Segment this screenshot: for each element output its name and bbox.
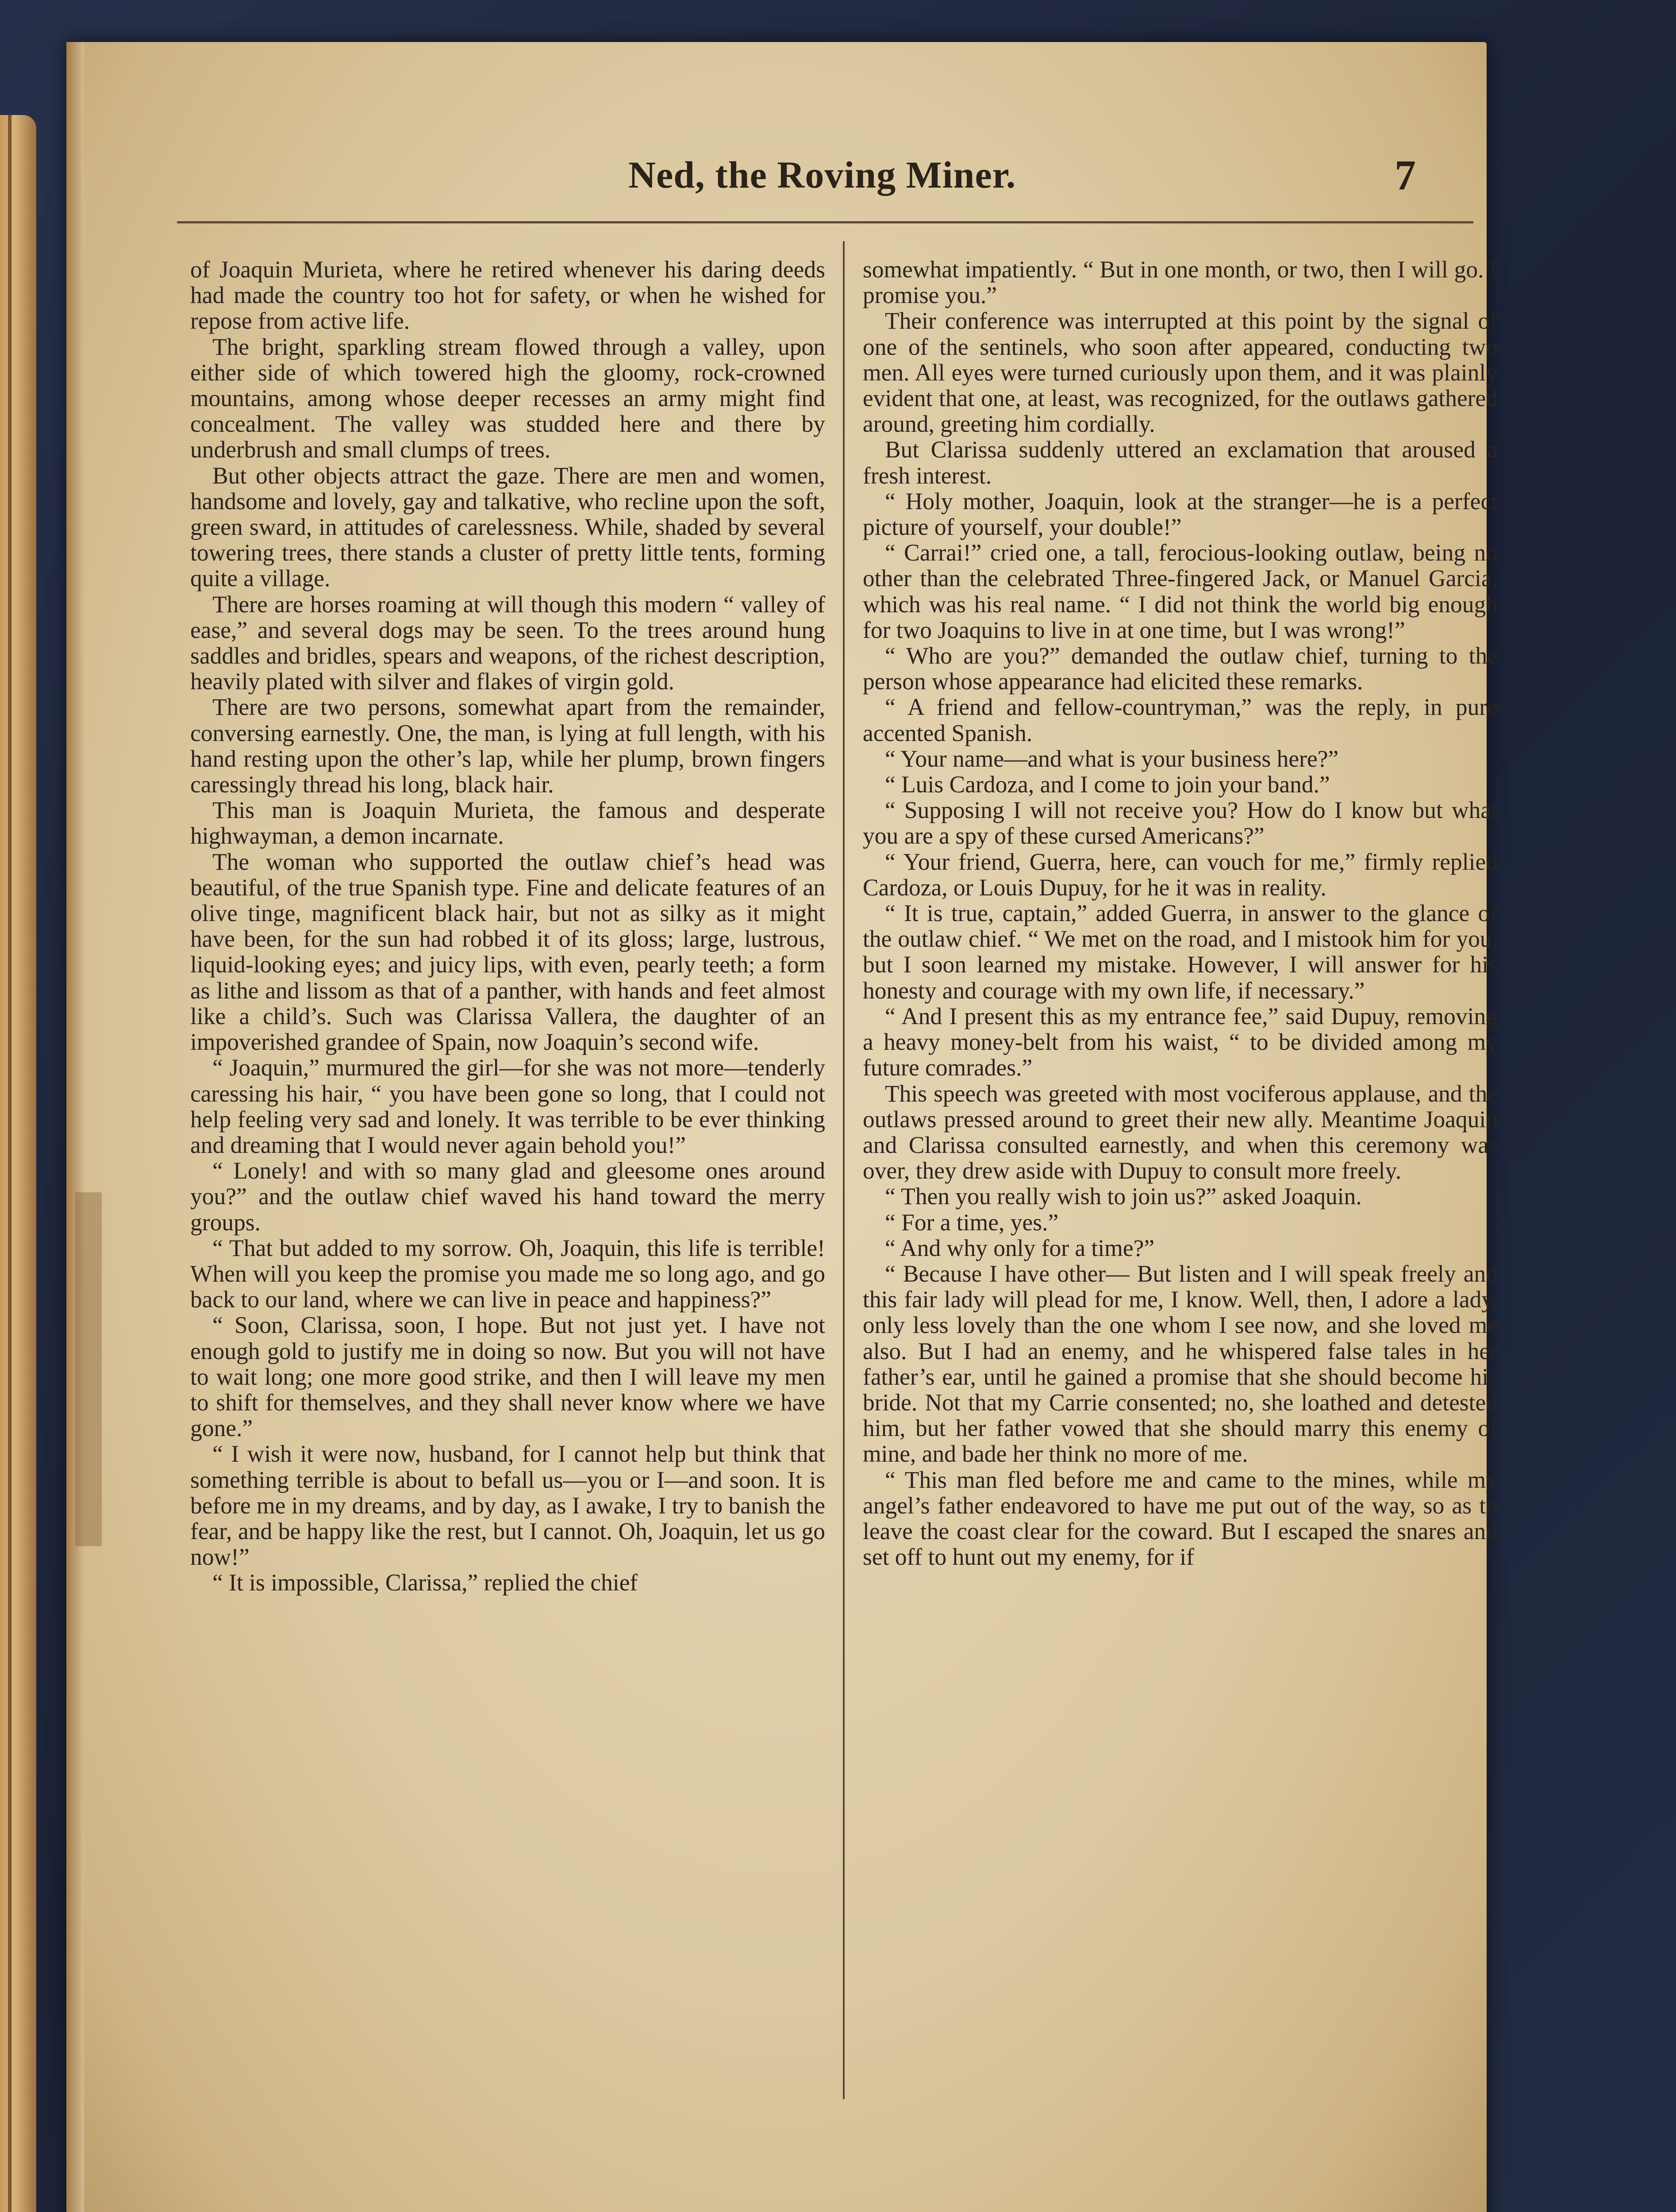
paragraph: “ Because I have other— But listen and I will speak freely and this fair lady will plead for me, I know. Well, then, I adore a lady, only less lovely than the one whom I see now, and she loved me also. But I had an enemy, and he whispered false tales in her father’s ear, until he gained a promise that she should become his bride. Not that my Carrie consented; no, she loathed and detested him, but her father vowed that she should marry this enemy of mine, and bade her think no more of me. [863,1260,1498,1467]
running-title: Ned, the Roving Miner. [628,154,1016,196]
paragraph: “ For a time, yes.” [885,1209,1059,1236]
page-number: 7 [1395,151,1416,199]
paragraph: “ Then you really wish to join us?” asked Joaquin. [885,1183,1362,1210]
paragraph: somewhat impatiently. “ But in one month, or two, then I will go. I promise you.” [863,257,1498,309]
paragraph: “ Lonely! and with so many glad and gleesome ones around you?” and the outlaw chief waved his hand toward the merry groups. [190,1157,825,1236]
paragraph: “ I wish it were now, husband, for I cannot help but think that something terrible is about to befall us—you or I—and soon. It is before me in my dreams, and by day, as I awake, I try to banish the fear, and be happy like the rest, but I cannot. Oh, Joaquin, let us go now!” [190,1440,825,1571]
paragraph: The bright, sparkling stream flowed through a valley, upon either side of which towered high the gloomy, rock-crowned mountains, among whose deeper recesses an army might find concealment. The valley was studded here and there by underbrush and small clumps of trees. [190,333,825,463]
page-header [628,153,1416,215]
paragraph: There are two persons, somewhat apart from the remainder, conversing earnestly. One, the man, is lying at full length, with his hand resting upon the other’s lap, while her plump, brown fingers caressingly thread his long, black hair. [190,694,825,798]
paragraph: of Joaquin Murieta, where he retired whenever his daring deeds had made the country too hot for safety, or when he wished for repose from active life. [190,257,825,334]
paragraph: “ It is impossible, Clarissa,” replied the chief [212,1569,638,1596]
paragraph: “ That but added to my sorrow. Oh, Joaquin, this life is terrible! When will you keep the promise you made me so long ago, and go back to our land, where we can live in peace and happiness?” [190,1234,825,1313]
column-divider [843,241,845,2099]
paragraph: But Clarissa suddenly uttered an exclamation that aroused a fresh interest. [863,436,1498,489]
paragraph: “ And why only for a time?” [885,1234,1155,1261]
page-stain [75,1192,102,1546]
paragraph: There are horses roaming at will though this modern “ valley of ease,” and several dogs may be seen. To the trees around hung saddles and bridles, spears and weapons, of the richest description, heavily plated with silver and flakes of virgin gold. [190,591,825,695]
paragraph: “ Soon, Clarissa, soon, I hope. But not just yet. I have not enough gold to justify me in doing so now. But you will not have to wait long; one more good strike, and then I will leave my men to shift for themselves, and they shall never know where we have gone.” [190,1312,825,1442]
paragraph: But other objects attract the gaze. There are men and women, handsome and lovely, gay and talkative, who recline upon the soft, green sward, in attitudes of carelessness. While, shaded by several towering trees, there stands a cluster of pretty little tents, forming quite a village. [190,462,825,592]
paragraph: “ Carrai!” cried one, a tall, ferocious-looking outlaw, being no other than the celebrated Three-fingered Jack, or Manuel Garcia, which was his real name. “ I did not think the world big enough for two Joaquins to live in at one time, but I was wrong!” [863,539,1498,643]
paragraph: “ Supposing I will not receive you? How do I know but what you are a spy of these cursed Americans?” [863,797,1498,849]
paragraph: “ Your friend, Guerra, here, can vouch for me,” firmly replied Cardoza, or Louis Dupuy, for he it was in reality. [863,848,1498,901]
paragraph: “ And I present this as my entrance fee,” said Dupuy, removing a heavy money-belt from his waist, “ to be divided among my future comrades.” [863,1002,1498,1081]
paragraph: Their conference was interrupted at this point by the signal of one of the sentinels, who soon after appeared, conducting two men. All eyes were turned curiously upon them, and it was plainly evident that one, at least, was recognized, for the outlaws gathered around, greeting him cordially. [863,307,1498,438]
paragraph: “ A friend and fellow-countryman,” was the reply, in pure accented Spanish. [863,694,1498,746]
paragraph: “ Luis Cardoza, and I come to join your band.” [885,771,1330,798]
paragraph: This man is Joaquin Murieta, the famous and desperate highwayman, a demon incarnate. [190,797,825,849]
paragraph: “ Joaquin,” murmured the girl—for she was not more—tenderly caressing his hair, “ you have been gone so long, that I could not help feeling very sad and lonely. It was terrible to be ever thinking and dreaming that I would never again behold you!” [190,1054,825,1158]
left-column [190,257,825,2212]
paragraph: This speech was greeted with most vociferous applause, and the outlaws pressed around to greet their new ally. Meantime Joaquin and Clarissa consulted earnestly, and when this ceremony was over, they drew aside with Dupuy to consult more freely. [863,1080,1498,1184]
paragraph: “ Your name—and what is your business here?” [885,745,1339,772]
paragraph: “ Who are you?” demanded the outlaw chief, turning to the person whose appearance had elicited these remarks. [863,642,1498,695]
right-column [863,257,1498,2212]
paragraph: “ It is true, captain,” added Guerra, in answer to the glance of the outlaw chief. “ We met on the road, and I mistook him for you, but I soon learned my mistake. However, I will answer for his honesty and courage with my own life, if necessary.” [863,900,1498,1004]
paragraph: “ This man fled before me and came to the mines, while my angel’s father endeavored to have me put out of the way, so as to leave the coast clear for the coward. But I escaped the snares and set off to hunt out my enemy, for if [863,1466,1498,1571]
previous-page-edge [0,115,36,2212]
paragraph: The woman who supported the outlaw chief’s head was beautiful, of the true Spanish type. Fine and delicate features of an olive tinge, magnificent black hair, but not as silky as it might have been, for the sun had robbed it of its gloss; large, lustrous, liquid-looking eyes; and juicy lips, with even, pearly teeth; a form as lithe and lissom as that of a panther, with hands and feet almost like a child’s. Such was Clarissa Vallera, the daughter of an impoverished grandee of Spain, now Joaquin’s second wife. [190,848,825,1056]
paragraph: “ Holy mother, Joaquin, look at the stranger—he is a perfect picture of yourself, your double!” [863,488,1498,541]
header-rule [177,221,1473,223]
page-binding-edge [66,42,84,2212]
